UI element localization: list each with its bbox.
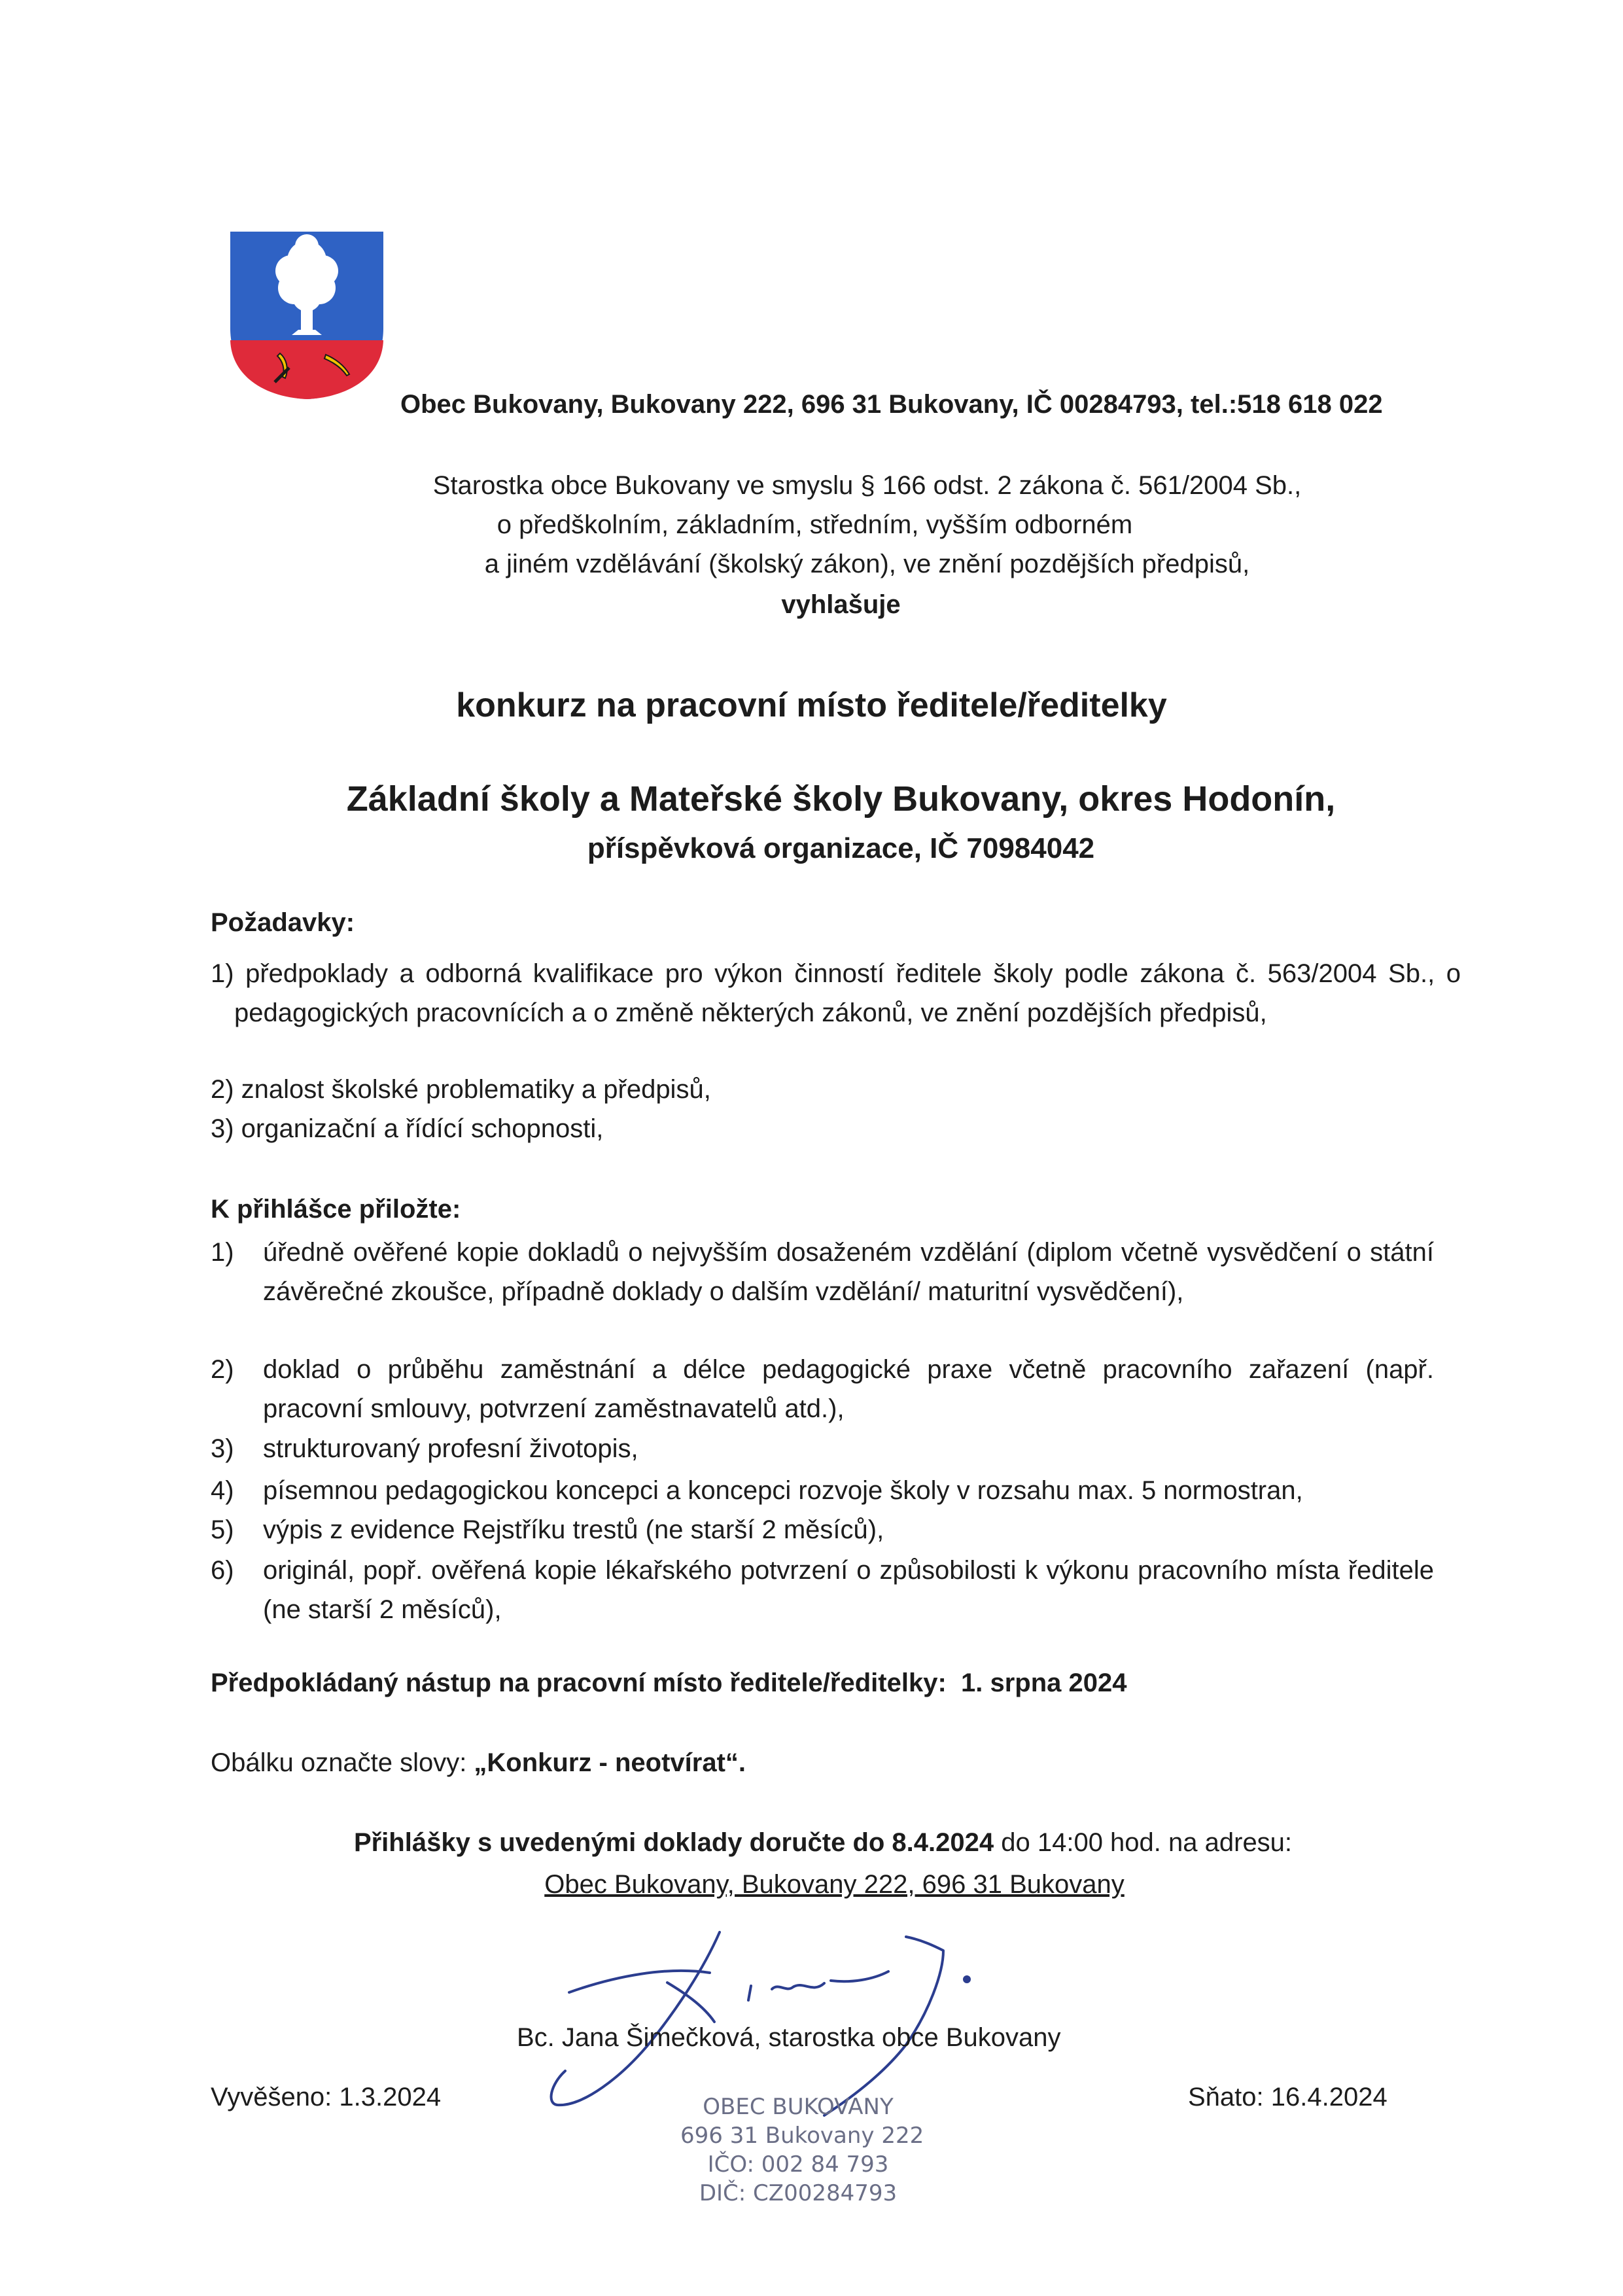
requirement-item: 2) znalost školské problematiky a předpisů, xyxy=(211,1075,711,1104)
school-organization: příspěvková organizace, IČ 70984042 xyxy=(587,832,1095,864)
stamp-line: 696 31 Bukovany 222 xyxy=(680,2123,924,2149)
intro-line: a jiném vzdělávání (školský zákon), ve znění pozdějších předpisů, xyxy=(484,550,1250,578)
start-label: Předpokládaný nástup na pracovní místo ředitele/ředitelky: xyxy=(211,1669,947,1697)
delivery-line xyxy=(0,1828,1623,1858)
posted-date: Vyvěšeno: 1.3.2024 xyxy=(211,2083,442,2111)
envelope-line xyxy=(211,1748,746,1778)
attachment-text: úředně ověřené kopie dokladů o nejvyšším dosaženém vzdělání (diplom včetně vysvědčení o státní závěrečné zkoušce, případně doklady o dalším vzdělání/ maturitní vysvědčení), xyxy=(263,1238,1434,1306)
signer-name: Bc. Jana Šimečková, starostka obce Bukovany xyxy=(517,2023,1061,2052)
envelope-prefix: Obálku označte slovy: xyxy=(211,1748,474,1777)
delivery-deadline: Přihlášky s uvedenými doklady doručte do 8.4.2024 xyxy=(353,1828,994,1857)
attachment-item xyxy=(211,1510,1434,1549)
attachment-item xyxy=(211,1471,1434,1510)
attachment-number: 6) xyxy=(211,1556,234,1585)
attachment-number: 3) xyxy=(211,1434,234,1463)
delivery-rest: do 14:00 hod. na adresu: xyxy=(994,1828,1293,1857)
attachment-number: 2) xyxy=(211,1355,234,1384)
delivery-address: Obec Bukovany, Bukovany 222, 696 31 Bukovany xyxy=(544,1870,1125,1899)
attachments-heading: K přihlášce přiložte: xyxy=(211,1195,461,1224)
stamp-line: IČO: 002 84 793 xyxy=(707,2151,889,2178)
attachment-text: doklad o průběhu zaměstnání a délce pedagogické praxe včetně pracovního zařazení (např. pracovní smlouvy, potvrzení zaměstnavatelů atd.), xyxy=(263,1355,1434,1423)
envelope-marking: „Konkurz - neotvírat“. xyxy=(474,1748,746,1777)
attachment-item xyxy=(211,1429,1434,1468)
attachment-number: 4) xyxy=(211,1476,234,1505)
start-date-line xyxy=(211,1669,1127,1698)
attachment-item xyxy=(211,1233,1434,1311)
requirement-item: 3) organizační a řídící schopnosti, xyxy=(211,1114,604,1143)
attachment-text: originál, popř. ověřená kopie lékařského potvrzení o způsobilosti k výkonu pracovního místa ředitele (ne starší 2 měsíců), xyxy=(263,1556,1434,1624)
requirement-item: 1) předpoklady a odborná kvalifikace pro výkon činností ředitele školy podle zákona č. 563/2004 Sb., o pedagogických pracovnících a o změně některých zákonů, ve znění pozdějších předpisů, xyxy=(211,959,1461,1027)
document-title: konkurz na pracovní místo ředitele/ředitelky xyxy=(456,686,1167,724)
attachment-text: písemnou pedagogickou koncepci a koncepci rozvoje školy v rozsahu max. 5 normostran, xyxy=(263,1476,1303,1505)
start-date: 1. srpna 2024 xyxy=(961,1669,1127,1697)
school-name: Základní školy a Mateřské školy Bukovany, okres Hodonín, xyxy=(346,779,1336,819)
attachment-text: výpis z evidence Rejstříku trestů (ne starší 2 měsíců), xyxy=(263,1515,884,1544)
attachment-text: strukturovaný profesní životopis, xyxy=(263,1434,638,1463)
announces-word: vyhlašuje xyxy=(781,590,901,619)
intro-line: Starostka obce Bukovany ve smyslu § 166 odst. 2 zákona č. 561/2004 Sb., xyxy=(432,471,1302,500)
handwritten-signature xyxy=(543,1920,1040,2117)
coat-of-arms-logo xyxy=(229,230,385,400)
removed-date: Sňato: 16.4.2024 xyxy=(1188,2083,1387,2111)
intro-line: o předškolním, základním, středním, vyšším odborném xyxy=(497,510,1133,539)
attachment-item xyxy=(211,1551,1434,1629)
header-contact-line: Obec Bukovany, Bukovany 222, 696 31 Bukovany, IČ 00284793, tel.:518 618 022 xyxy=(400,390,1383,419)
requirements-heading: Požadavky: xyxy=(211,908,355,937)
stamp-line: OBEC BUKOVANY xyxy=(703,2094,894,2120)
attachment-item xyxy=(211,1350,1434,1428)
attachment-number: 1) xyxy=(211,1238,234,1267)
attachment-number: 5) xyxy=(211,1515,234,1544)
stamp-line: DIČ: CZ00284793 xyxy=(699,2180,898,2206)
official-stamp xyxy=(680,2093,924,2208)
